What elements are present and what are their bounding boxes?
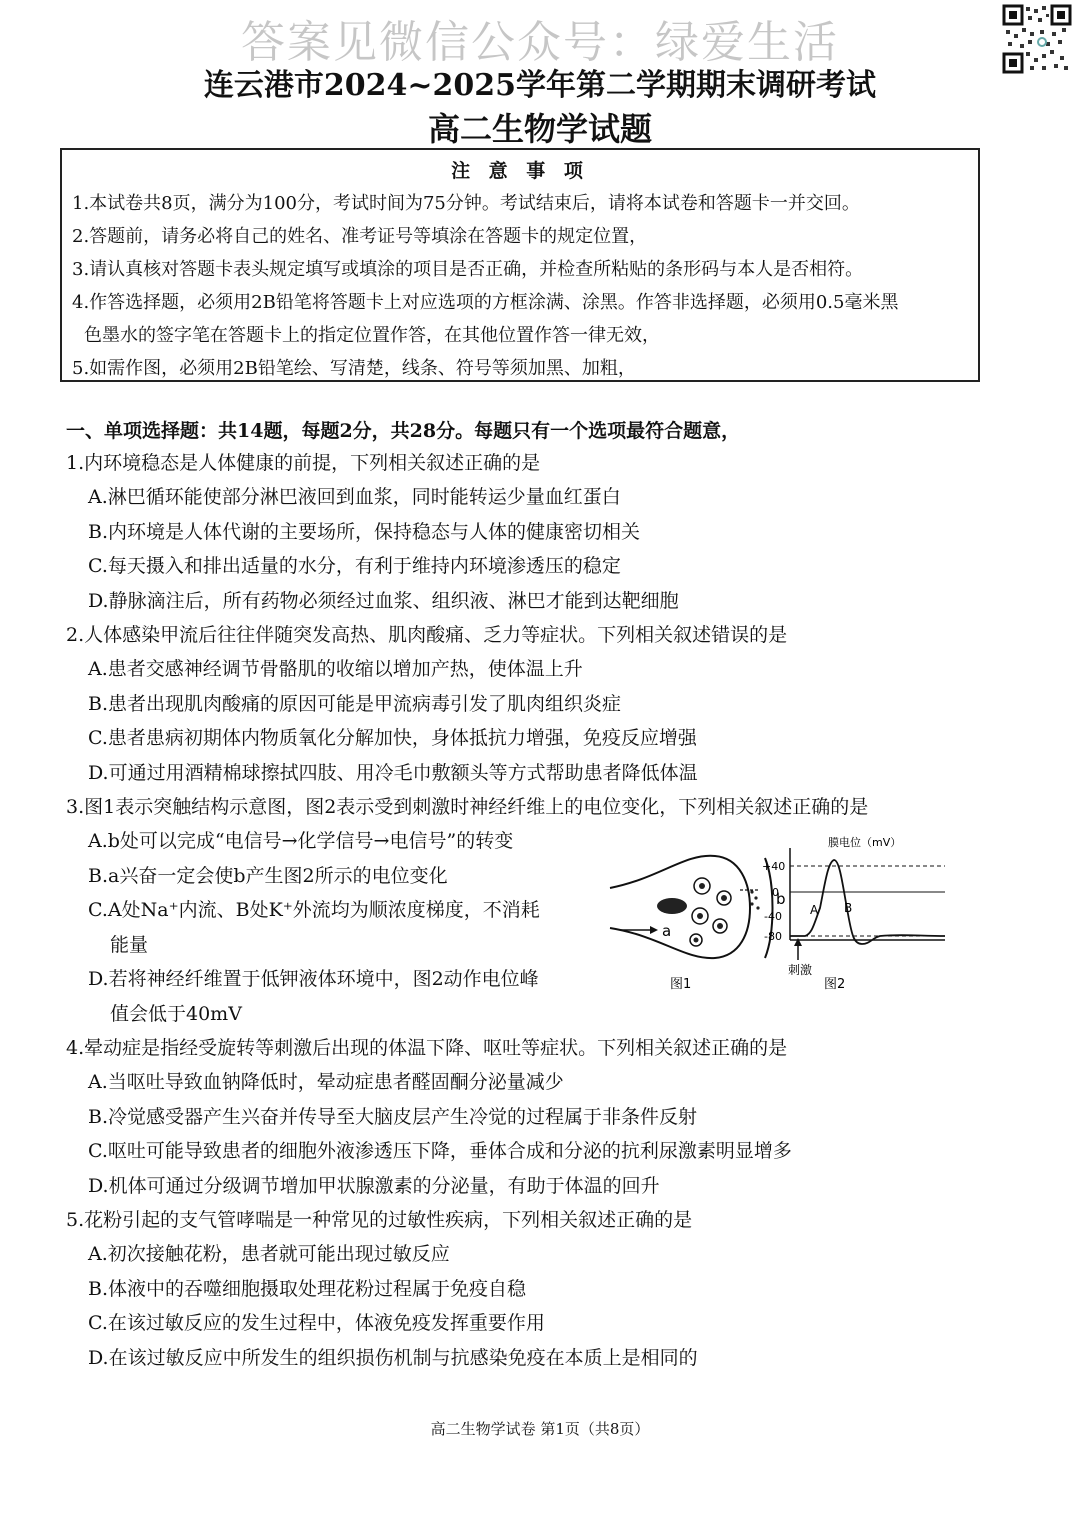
y-axis-label: 膜电位（mV）: [828, 836, 902, 849]
fig1-label: 图1: [670, 977, 692, 992]
option: B.内环境是人体代谢的主要场所，保持稳态与人体的健康密切相关: [88, 520, 641, 543]
notice-heading: 注 意 事 项: [451, 160, 589, 182]
option: C.在该过敏反应的发生过程中，体液免疫发挥重要作用: [88, 1312, 545, 1335]
option: D.静脉滴注后，所有药物必须经过血浆、组织液、淋巴才能到达靶细胞: [88, 589, 679, 612]
option: D.机体可通过分级调节增加甲状腺激素的分泌量，有助于体温的回升: [88, 1174, 660, 1197]
option: B.患者出现肌肉酸痛的原因可能是甲流病毒引发了肌肉组织炎症: [88, 692, 622, 715]
label-a: a: [662, 922, 672, 940]
label-b: b: [776, 890, 786, 908]
fig2-label: 图2: [824, 977, 846, 992]
label-B: B: [844, 901, 853, 915]
synapse-diagram: [610, 856, 786, 992]
tick-label: 0: [772, 886, 779, 899]
tick-label: -80: [764, 930, 782, 943]
question-stem: 3.图1表示突触结构示意图，图2表示受到刺激时神经纤维上的电位变化，下列相关叙述正确的是: [66, 796, 869, 819]
synapse-figure: [600, 828, 950, 998]
tick-label: +40: [762, 860, 786, 873]
question-stem: 2.人体感染甲流后往往伴随突发高热、肌肉酸痛、乏力等症状。下列相关叙述错误的是: [66, 624, 788, 647]
option: B.a兴奋一定会使b产生图2所示的电位变化: [88, 864, 448, 887]
watermark: 答案见微信公众号：绿爱生活: [241, 17, 839, 68]
exam-title: 连云港市2024~2025学年第二学期期末调研考试: [203, 68, 877, 103]
mitochondrion-icon: [657, 898, 687, 914]
potential-graph: [762, 835, 945, 992]
notice-item: 1.本试卷共8页，满分为100分，考试时间为75分钟。考试结束后，请将本试卷和答题卡一并交回。: [72, 193, 860, 214]
option: D.可通过用酒精棉球擦拭四肢、用冷毛巾敷额头等方式帮助患者降低体温: [88, 761, 698, 784]
section-heading: 一、单项选择题：共14题，每题2分，共28分。每题只有一个选项最符合题意，: [66, 420, 741, 442]
option: A.当呕吐导致血钠降低时，晕动症患者醛固酮分泌量减少: [88, 1071, 564, 1094]
label-A: A: [810, 903, 819, 917]
option: B.体液中的吞噬细胞摄取处理花粉过程属于免疫自稳: [88, 1277, 527, 1300]
notice-item: 2.答题前，请务必将自己的姓名、准考证号等填涂在答题卡的规定位置，: [72, 226, 648, 247]
exam-subtitle: 高二生物学试题: [427, 110, 652, 148]
option: D.在该过敏反应中所发生的组织损伤机制与抗感染免疫在本质上是相同的: [88, 1346, 698, 1369]
option: B.冷觉感受器产生兴奋并传导至大脑皮层产生冷觉的过程属于非条件反射: [88, 1105, 698, 1128]
option: C.A处Na⁺内流、B处K⁺外流均为顺浓度梯度，不消耗: [88, 899, 540, 922]
question-stem: 4.晕动症是指经受旋转等刺激后出现的体温下降、呕吐等症状。下列相关叙述正确的是: [66, 1036, 788, 1059]
tick-label: -40: [764, 910, 782, 923]
notice-item: 3.请认真核对答题卡表头规定填写或填涂的项目是否正确，并检查所粘贴的条形码与本人是否相符。: [72, 259, 864, 280]
option-continuation: 能量: [110, 933, 149, 956]
notice-box: [60, 148, 980, 382]
option: C.呕吐可能导致患者的细胞外液渗透压下降，垂体合成和分泌的抗利尿激素明显增多: [88, 1140, 792, 1163]
option: D.若将神经纤维置于低钾液体环境中，图2动作电位峰: [88, 968, 539, 991]
question-stem: 5.花粉引起的支气管哮喘是一种常见的过敏性疾病，下列相关叙述正确的是: [66, 1208, 693, 1231]
option: A.初次接触花粉，患者就可能出现过敏反应: [88, 1243, 450, 1266]
option: A.淋巴循环能使部分淋巴液回到血浆，同时能转运少量血红蛋白: [88, 486, 621, 509]
notice-item: 5.如需作图，必须用2B铅笔绘、写清楚，线条、符号等须加黑、加粗，: [72, 358, 636, 379]
question-stem: 1.内环境稳态是人体健康的前提，下列相关叙述正确的是: [66, 452, 541, 474]
option: A.b处可以完成“电信号→化学信号→电信号”的转变: [88, 830, 514, 853]
notice-item: 色墨水的签字笔在答题卡上的指定位置作答，在其他位置作答一律无效，: [84, 325, 660, 346]
page-footer: 高二生物学试卷 第1页（共8页）: [430, 1420, 650, 1438]
stimulus-label: 刺激: [788, 963, 813, 977]
option: C.每天摄入和排出适量的水分，有利于维持内环境渗透压的稳定: [88, 555, 621, 578]
option: A.患者交感神经调节骨骼肌的收缩以增加产热，使体温上升: [88, 658, 583, 681]
option: C.患者患病初期体内物质氧化分解加快，身体抵抗力增强，免疫反应增强: [88, 727, 697, 750]
option-continuation: 值会低于40mV: [110, 1002, 242, 1025]
notice-item: 4.作答选择题，必须用2B铅笔将答题卡上对应选项的方框涂满、涂黑。作答非选择题，必须用0.5毫米黑: [72, 292, 899, 313]
